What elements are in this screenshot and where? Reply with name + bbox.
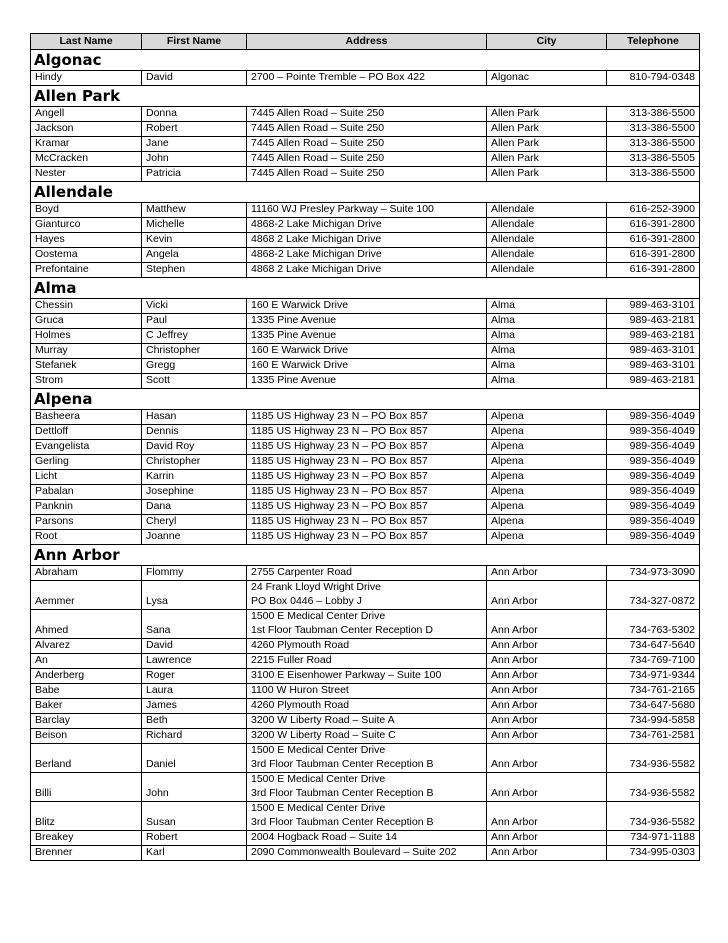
first-name-cell: Joanne — [142, 530, 247, 545]
address-cell — [247, 802, 487, 831]
telephone-cell: 989-356-4049 — [607, 515, 700, 530]
first-name-cell: Karl — [142, 846, 247, 861]
last-name-cell: Breakey — [31, 831, 142, 846]
telephone-cell: 989-463-3101 — [607, 359, 700, 374]
city-cell: Alma — [487, 314, 607, 329]
city-cell: Alpena — [487, 410, 607, 425]
last-name-cell: Panknin — [31, 500, 142, 515]
table-row — [31, 669, 700, 684]
first-name-cell: Lawrence — [142, 654, 247, 669]
last-name-cell: Root — [31, 530, 142, 545]
address-cell: 2090 Commonwealth Boulevard – Suite 202 — [247, 846, 487, 861]
table-row — [31, 610, 700, 639]
telephone-cell: 734-327-0872 — [607, 581, 700, 610]
table-row — [31, 329, 700, 344]
city-cell: Alpena — [487, 485, 607, 500]
telephone-cell: 734-936-5582 — [607, 802, 700, 831]
table-row — [31, 581, 700, 610]
address-cell: 7445 Allen Road – Suite 250 — [247, 107, 487, 122]
city-cell: Allendale — [487, 233, 607, 248]
address-line: 1500 E Medical Center Drive — [251, 802, 386, 815]
table-row — [31, 107, 700, 122]
address-cell: 1335 Pine Avenue — [247, 329, 487, 344]
city-cell: Ann Arbor — [487, 846, 607, 861]
city-group-row — [31, 50, 700, 71]
table-row — [31, 515, 700, 530]
address-line: 3rd Floor Taubman Center Reception B — [251, 787, 434, 800]
header-row — [31, 34, 700, 50]
telephone-cell: 734-761-2581 — [607, 729, 700, 744]
city-cell: Allen Park — [487, 122, 607, 137]
address-cell: 2215 Fuller Road — [247, 654, 487, 669]
first-name-cell: John — [142, 773, 247, 802]
telephone-cell: 734-994-5858 — [607, 714, 700, 729]
address-cell: 1185 US Highway 23 N – PO Box 857 — [247, 530, 487, 545]
address-line: 3rd Floor Taubman Center Reception B — [251, 758, 434, 771]
telephone-cell: 989-356-4049 — [607, 425, 700, 440]
table-row — [31, 831, 700, 846]
address-cell: 1185 US Highway 23 N – PO Box 857 — [247, 470, 487, 485]
last-name-cell: Blitz — [31, 802, 142, 831]
address-cell: 4868-2 Lake Michigan Drive — [247, 218, 487, 233]
address-cell — [247, 773, 487, 802]
telephone-cell: 810-794-0348 — [607, 71, 700, 86]
telephone-cell: 989-356-4049 — [607, 470, 700, 485]
table-row — [31, 248, 700, 263]
city-cell: Alpena — [487, 530, 607, 545]
first-name-cell: Dennis — [142, 425, 247, 440]
telephone-cell: 734-995-0303 — [607, 846, 700, 861]
address-cell: 1185 US Highway 23 N – PO Box 857 — [247, 485, 487, 500]
telephone-cell: 616-252-3900 — [607, 203, 700, 218]
table-row — [31, 699, 700, 714]
first-name-cell: John — [142, 152, 247, 167]
address-cell: 1185 US Highway 23 N – PO Box 857 — [247, 425, 487, 440]
header-address: Address — [247, 34, 487, 50]
table-row — [31, 530, 700, 545]
address-cell: 4868-2 Lake Michigan Drive — [247, 248, 487, 263]
telephone-cell: 734-647-5640 — [607, 639, 700, 654]
table-row — [31, 263, 700, 278]
first-name-cell: Michelle — [142, 218, 247, 233]
last-name-cell: McCracken — [31, 152, 142, 167]
header-last-name: Last Name — [31, 34, 142, 50]
telephone-cell: 616-391-2800 — [607, 263, 700, 278]
table-row — [31, 500, 700, 515]
address-cell: 7445 Allen Road – Suite 250 — [247, 152, 487, 167]
city-cell: Allendale — [487, 263, 607, 278]
table-row — [31, 455, 700, 470]
header-city: City — [487, 34, 607, 50]
table-row — [31, 639, 700, 654]
last-name-cell: Chessin — [31, 299, 142, 314]
table-row — [31, 485, 700, 500]
last-name-cell: Pabalan — [31, 485, 142, 500]
address-line: 1500 E Medical Center Drive — [251, 610, 386, 623]
city-cell: Ann Arbor — [487, 566, 607, 581]
first-name-cell: Laura — [142, 684, 247, 699]
city-cell: Allen Park — [487, 152, 607, 167]
telephone-cell: 734-763-5302 — [607, 610, 700, 639]
first-name-cell: Richard — [142, 729, 247, 744]
first-name-cell: Josephine — [142, 485, 247, 500]
first-name-cell: Patricia — [142, 167, 247, 182]
telephone-cell: 313-386-5500 — [607, 137, 700, 152]
table-row — [31, 566, 700, 581]
city-cell: Allendale — [487, 218, 607, 233]
last-name-cell: Parsons — [31, 515, 142, 530]
city-cell: Ann Arbor — [487, 714, 607, 729]
city-cell: Alpena — [487, 500, 607, 515]
table-row — [31, 152, 700, 167]
directory-table — [30, 33, 700, 861]
table-row — [31, 470, 700, 485]
table-row — [31, 344, 700, 359]
last-name-cell: Gruca — [31, 314, 142, 329]
first-name-cell: C Jeffrey — [142, 329, 247, 344]
city-cell: Ann Arbor — [487, 610, 607, 639]
address-cell: 1185 US Highway 23 N – PO Box 857 — [247, 410, 487, 425]
last-name-cell: Jackson — [31, 122, 142, 137]
address-cell: 3200 W Liberty Road – Suite A — [247, 714, 487, 729]
last-name-cell: Evangelista — [31, 440, 142, 455]
last-name-cell: Brenner — [31, 846, 142, 861]
telephone-cell: 616-391-2800 — [607, 233, 700, 248]
telephone-cell: 989-356-4049 — [607, 485, 700, 500]
city-cell: Ann Arbor — [487, 639, 607, 654]
city-cell: Allendale — [487, 203, 607, 218]
last-name-cell: Beison — [31, 729, 142, 744]
first-name-cell: Lysa — [142, 581, 247, 610]
address-cell — [247, 581, 487, 610]
last-name-cell: Angell — [31, 107, 142, 122]
address-cell: 160 E Warwick Drive — [247, 299, 487, 314]
address-cell: 2755 Carpenter Road — [247, 566, 487, 581]
address-cell: 1185 US Highway 23 N – PO Box 857 — [247, 500, 487, 515]
last-name-cell: Holmes — [31, 329, 142, 344]
first-name-cell: James — [142, 699, 247, 714]
city-cell: Ann Arbor — [487, 669, 607, 684]
telephone-cell: 989-356-4049 — [607, 410, 700, 425]
last-name-cell: Nester — [31, 167, 142, 182]
city-group-heading: Alma — [31, 278, 700, 299]
address-cell: 160 E Warwick Drive — [247, 344, 487, 359]
city-cell: Alpena — [487, 440, 607, 455]
address-cell: 7445 Allen Road – Suite 250 — [247, 137, 487, 152]
table-row — [31, 203, 700, 218]
last-name-cell: Stefanek — [31, 359, 142, 374]
city-cell: Allen Park — [487, 167, 607, 182]
table-row — [31, 137, 700, 152]
city-cell: Alpena — [487, 455, 607, 470]
table-row — [31, 122, 700, 137]
city-cell: Ann Arbor — [487, 802, 607, 831]
city-cell: Allen Park — [487, 137, 607, 152]
table-row — [31, 744, 700, 773]
telephone-cell: 734-936-5582 — [607, 744, 700, 773]
last-name-cell: Oostema — [31, 248, 142, 263]
city-cell: Alma — [487, 329, 607, 344]
city-group-row — [31, 389, 700, 410]
city-cell: Alpena — [487, 515, 607, 530]
address-cell: 2004 Hogback Road – Suite 14 — [247, 831, 487, 846]
first-name-cell: Stephen — [142, 263, 247, 278]
address-cell: 7445 Allen Road – Suite 250 — [247, 167, 487, 182]
last-name-cell: Berland — [31, 744, 142, 773]
last-name-cell: Anderberg — [31, 669, 142, 684]
first-name-cell: Robert — [142, 122, 247, 137]
last-name-cell: Hindy — [31, 71, 142, 86]
telephone-cell: 734-973-3090 — [607, 566, 700, 581]
city-cell: Ann Arbor — [487, 581, 607, 610]
address-cell: 1185 US Highway 23 N – PO Box 857 — [247, 440, 487, 455]
first-name-cell: Donna — [142, 107, 247, 122]
first-name-cell: Karrin — [142, 470, 247, 485]
first-name-cell: Angela — [142, 248, 247, 263]
last-name-cell: Murray — [31, 344, 142, 359]
address-cell: 1100 W Huron Street — [247, 684, 487, 699]
first-name-cell: Daniel — [142, 744, 247, 773]
last-name-cell: Abraham — [31, 566, 142, 581]
table-row — [31, 729, 700, 744]
city-group-row — [31, 182, 700, 203]
last-name-cell: Babe — [31, 684, 142, 699]
address-cell: 3200 W Liberty Road – Suite C — [247, 729, 487, 744]
first-name-cell: Scott — [142, 374, 247, 389]
address-cell: 4868 2 Lake Michigan Drive — [247, 233, 487, 248]
table-row — [31, 374, 700, 389]
city-cell: Allen Park — [487, 107, 607, 122]
first-name-cell: David — [142, 639, 247, 654]
address-cell: 1335 Pine Avenue — [247, 374, 487, 389]
city-cell: Ann Arbor — [487, 699, 607, 714]
last-name-cell: Prefontaine — [31, 263, 142, 278]
first-name-cell: Matthew — [142, 203, 247, 218]
city-cell: Ann Arbor — [487, 831, 607, 846]
first-name-cell: David Roy — [142, 440, 247, 455]
telephone-cell: 616-391-2800 — [607, 248, 700, 263]
table-row — [31, 425, 700, 440]
table-row — [31, 299, 700, 314]
first-name-cell: Roger — [142, 669, 247, 684]
first-name-cell: Flommy — [142, 566, 247, 581]
table-row — [31, 440, 700, 455]
last-name-cell: Alvarez — [31, 639, 142, 654]
telephone-cell: 989-463-2181 — [607, 374, 700, 389]
first-name-cell: Christopher — [142, 344, 247, 359]
city-cell: Alma — [487, 374, 607, 389]
first-name-cell: Jane — [142, 137, 247, 152]
address-cell: 1185 US Highway 23 N – PO Box 857 — [247, 515, 487, 530]
telephone-cell: 989-356-4049 — [607, 455, 700, 470]
telephone-cell: 989-463-3101 — [607, 344, 700, 359]
address-line: 24 Frank Lloyd Wright Drive — [251, 581, 381, 594]
table-row — [31, 654, 700, 669]
city-cell: Ann Arbor — [487, 654, 607, 669]
city-group-row — [31, 545, 700, 566]
telephone-cell: 989-463-3101 — [607, 299, 700, 314]
first-name-cell: Cheryl — [142, 515, 247, 530]
address-cell: 3100 E Eisenhower Parkway – Suite 100 — [247, 669, 487, 684]
city-cell: Alpena — [487, 425, 607, 440]
city-cell: Ann Arbor — [487, 773, 607, 802]
address-line: 3rd Floor Taubman Center Reception B — [251, 816, 434, 829]
first-name-cell: Beth — [142, 714, 247, 729]
city-cell: Algonac — [487, 71, 607, 86]
table-row — [31, 233, 700, 248]
last-name-cell: Licht — [31, 470, 142, 485]
last-name-cell: Ahmed — [31, 610, 142, 639]
first-name-cell: Christopher — [142, 455, 247, 470]
address-cell: 4260 Plymouth Road — [247, 699, 487, 714]
first-name-cell: Susan — [142, 802, 247, 831]
last-name-cell: Barclay — [31, 714, 142, 729]
city-cell: Alma — [487, 344, 607, 359]
address-cell: 1185 US Highway 23 N – PO Box 857 — [247, 455, 487, 470]
address-cell: 1335 Pine Avenue — [247, 314, 487, 329]
address-line: 1500 E Medical Center Drive — [251, 773, 386, 786]
address-line: 1500 E Medical Center Drive — [251, 744, 386, 757]
telephone-cell: 313-386-5505 — [607, 152, 700, 167]
city-group-heading: Ann Arbor — [31, 545, 700, 566]
address-cell: 2700 – Pointe Tremble – PO Box 422 — [247, 71, 487, 86]
telephone-cell: 734-647-5680 — [607, 699, 700, 714]
address-cell: 4868 2 Lake Michigan Drive — [247, 263, 487, 278]
city-cell: Ann Arbor — [487, 729, 607, 744]
directory-body — [31, 50, 700, 861]
address-cell: 160 E Warwick Drive — [247, 359, 487, 374]
first-name-cell: Robert — [142, 831, 247, 846]
city-cell: Alma — [487, 359, 607, 374]
first-name-cell: Hasan — [142, 410, 247, 425]
telephone-cell: 313-386-5500 — [607, 167, 700, 182]
last-name-cell: Basheera — [31, 410, 142, 425]
city-group-row — [31, 278, 700, 299]
city-cell: Alma — [487, 299, 607, 314]
telephone-cell: 734-971-1188 — [607, 831, 700, 846]
last-name-cell: Gerling — [31, 455, 142, 470]
first-name-cell: Kevin — [142, 233, 247, 248]
table-row — [31, 314, 700, 329]
last-name-cell: Boyd — [31, 203, 142, 218]
last-name-cell: Strom — [31, 374, 142, 389]
telephone-cell: 989-356-4049 — [607, 440, 700, 455]
telephone-cell: 734-769-7100 — [607, 654, 700, 669]
address-cell: 4260 Plymouth Road — [247, 639, 487, 654]
telephone-cell: 616-391-2800 — [607, 218, 700, 233]
table-row — [31, 802, 700, 831]
last-name-cell: Aemmer — [31, 581, 142, 610]
city-group-heading: Allendale — [31, 182, 700, 203]
telephone-cell: 734-936-5582 — [607, 773, 700, 802]
table-row — [31, 167, 700, 182]
address-cell: 7445 Allen Road – Suite 250 — [247, 122, 487, 137]
telephone-cell: 989-356-4049 — [607, 500, 700, 515]
last-name-cell: Dettloff — [31, 425, 142, 440]
header-first-name: First Name — [142, 34, 247, 50]
last-name-cell: Baker — [31, 699, 142, 714]
first-name-cell: David — [142, 71, 247, 86]
first-name-cell: Gregg — [142, 359, 247, 374]
last-name-cell: An — [31, 654, 142, 669]
last-name-cell: Hayes — [31, 233, 142, 248]
city-cell: Alpena — [487, 470, 607, 485]
city-cell: Allendale — [487, 248, 607, 263]
telephone-cell: 734-971-9344 — [607, 669, 700, 684]
table-row — [31, 714, 700, 729]
address-cell: 11160 WJ Presley Parkway – Suite 100 — [247, 203, 487, 218]
address-cell — [247, 610, 487, 639]
table-row — [31, 359, 700, 374]
address-line: 1st Floor Taubman Center Reception D — [251, 624, 433, 637]
telephone-cell: 989-463-2181 — [607, 329, 700, 344]
city-group-row — [31, 86, 700, 107]
first-name-cell: Vicki — [142, 299, 247, 314]
address-cell — [247, 744, 487, 773]
telephone-cell: 313-386-5500 — [607, 107, 700, 122]
table-row — [31, 71, 700, 86]
first-name-cell: Dana — [142, 500, 247, 515]
city-group-heading: Algonac — [31, 50, 700, 71]
last-name-cell: Gianturco — [31, 218, 142, 233]
table-row — [31, 410, 700, 425]
table-row — [31, 684, 700, 699]
city-group-heading: Alpena — [31, 389, 700, 410]
telephone-cell: 313-386-5500 — [607, 122, 700, 137]
city-cell: Ann Arbor — [487, 744, 607, 773]
last-name-cell: Billi — [31, 773, 142, 802]
telephone-cell: 734-761-2165 — [607, 684, 700, 699]
table-row — [31, 218, 700, 233]
telephone-cell: 989-463-2181 — [607, 314, 700, 329]
header-telephone: Telephone — [607, 34, 700, 50]
city-group-heading: Allen Park — [31, 86, 700, 107]
last-name-cell: Kramar — [31, 137, 142, 152]
telephone-cell: 989-356-4049 — [607, 530, 700, 545]
table-row — [31, 846, 700, 861]
first-name-cell: Paul — [142, 314, 247, 329]
table-row — [31, 773, 700, 802]
address-line: PO Box 0446 – Lobby J — [251, 595, 362, 608]
city-cell: Ann Arbor — [487, 684, 607, 699]
first-name-cell: Sana — [142, 610, 247, 639]
